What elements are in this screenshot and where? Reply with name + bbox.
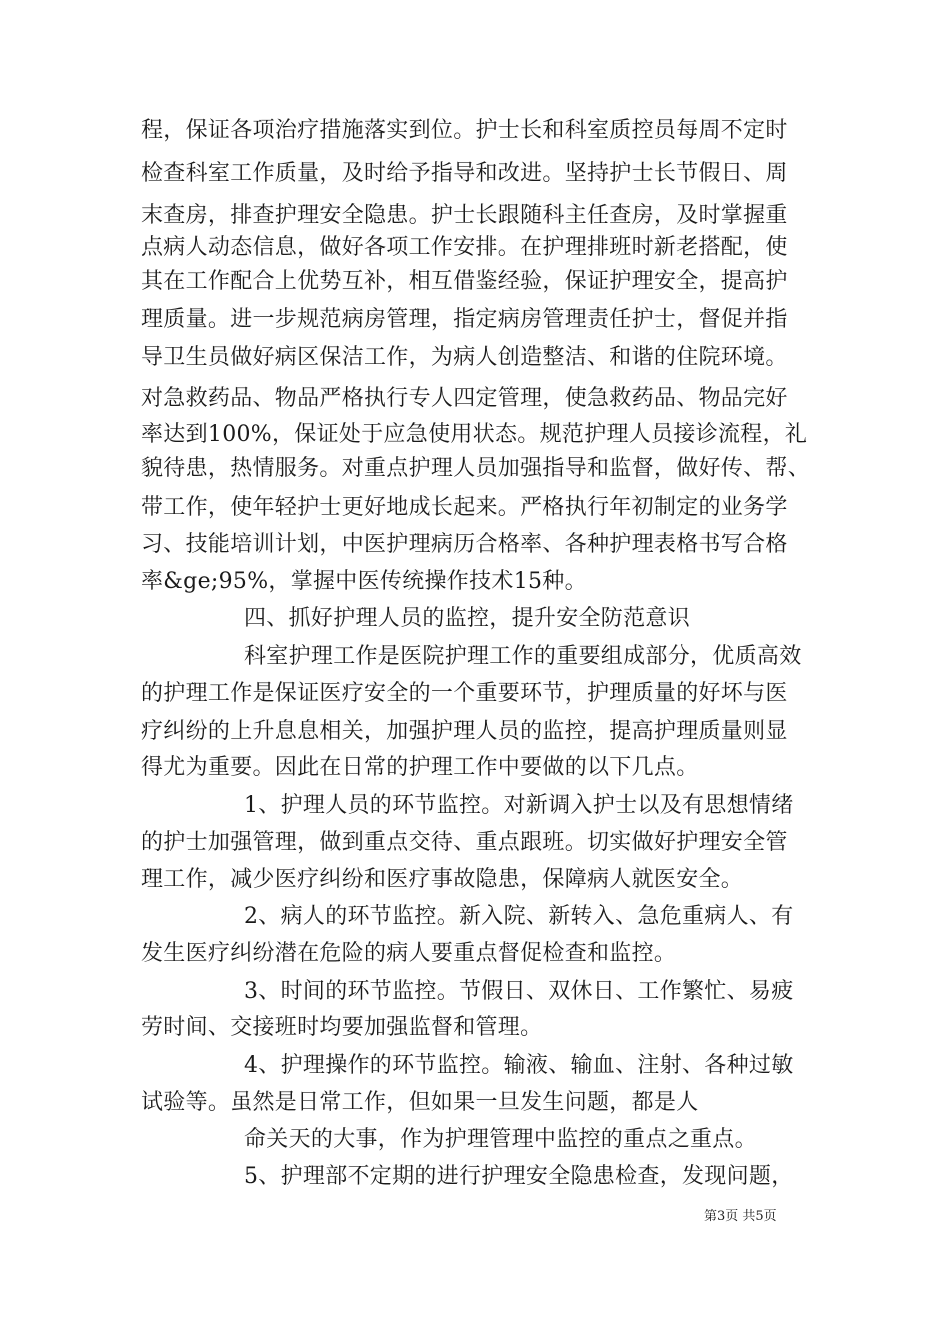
text-line: 率&ge;95%，掌握中医传统操作技术15种。 <box>141 569 587 594</box>
text-line: 末查房，排查护理安全隐患。护士长跟随科主任查房，及时掌握重 <box>141 203 788 228</box>
text-line: 1、护理人员的环节监控。对新调入护士以及有思想情绪 <box>244 793 794 818</box>
text-line: 习、技能培训计划，中医护理病历合格率、各种护理表格书写合格 <box>141 532 788 557</box>
text-line: 貌待患，热情服务。对重点护理人员加强指导和监督，做好传、帮、 <box>141 456 811 481</box>
text-line: 劳时间、交接班时均要加强监督和管理。 <box>141 1015 543 1040</box>
text-line: 试验等。虽然是日常工作，但如果一旦发生问题，都是人 <box>141 1090 699 1115</box>
section-heading: 四、抓好护理人员的监控，提升安全防范意识 <box>244 606 691 631</box>
text-line: 理工作，减少医疗纠纷和医疗事故隐患，保障病人就医安全。 <box>141 867 744 892</box>
text-line: 的护理工作是保证医疗安全的一个重要环节，护理质量的好坏与医 <box>141 681 788 706</box>
text-line: 检查科室工作质量，及时给予指导和改进。坚持护士长节假日、周 <box>141 161 788 186</box>
text-line: 疗纠纷的上升息息相关，加强护理人员的监控，提高护理质量则显 <box>141 719 788 744</box>
text-line: 程，保证各项治疗措施落实到位。护士长和科室质控员每周不定时 <box>141 118 788 143</box>
text-line: 带工作，使年轻护士更好地成长起来。严格执行年初制定的业务学 <box>141 495 788 520</box>
text-line: 点病人动态信息，做好各项工作安排。在护理排班时新老搭配，使 <box>141 235 788 260</box>
text-line: 率达到100%，保证处于应急使用状态。规范护理人员接诊流程，礼 <box>141 422 808 447</box>
text-line: 的护士加强管理，做到重点交待、重点跟班。切实做好护理安全管 <box>141 830 788 855</box>
text-line: 科室护理工作是医院护理工作的重要组成部分，优质高效 <box>244 644 802 669</box>
text-line: 5、护理部不定期的进行护理安全隐患检查，发现问题， <box>244 1164 794 1189</box>
text-line: 其在工作配合上优势互补，相互借鉴经验，保证护理安全，提高护 <box>141 269 788 294</box>
text-line: 3、时间的环节监控。节假日、双休日、工作繁忙、易疲 <box>244 979 794 1004</box>
text-line: 命关天的大事，作为护理管理中监控的重点之重点。 <box>244 1127 757 1152</box>
text-line: 2、病人的环节监控。新入院、新转入、急危重病人、有 <box>244 904 794 929</box>
text-line: 对急救药品、物品严格执行专人四定管理，使急救药品、物品完好 <box>141 386 788 411</box>
text-line: 发生医疗纠纷潜在危险的病人要重点督促检查和监控。 <box>141 941 677 966</box>
text-line: 理质量。进一步规范病房管理，指定病房管理责任护士，督促并指 <box>141 307 788 332</box>
text-line: 导卫生员做好病区保洁工作，为病人创造整洁、和谐的住院环境。 <box>141 345 788 370</box>
text-line: 4、护理操作的环节监控。输液、输血、注射、各种过敏 <box>244 1053 794 1078</box>
page-footer: 第3页 共5页 <box>704 1209 777 1224</box>
text-line: 得尤为重要。因此在日常的护理工作中要做的以下几点。 <box>141 755 699 780</box>
